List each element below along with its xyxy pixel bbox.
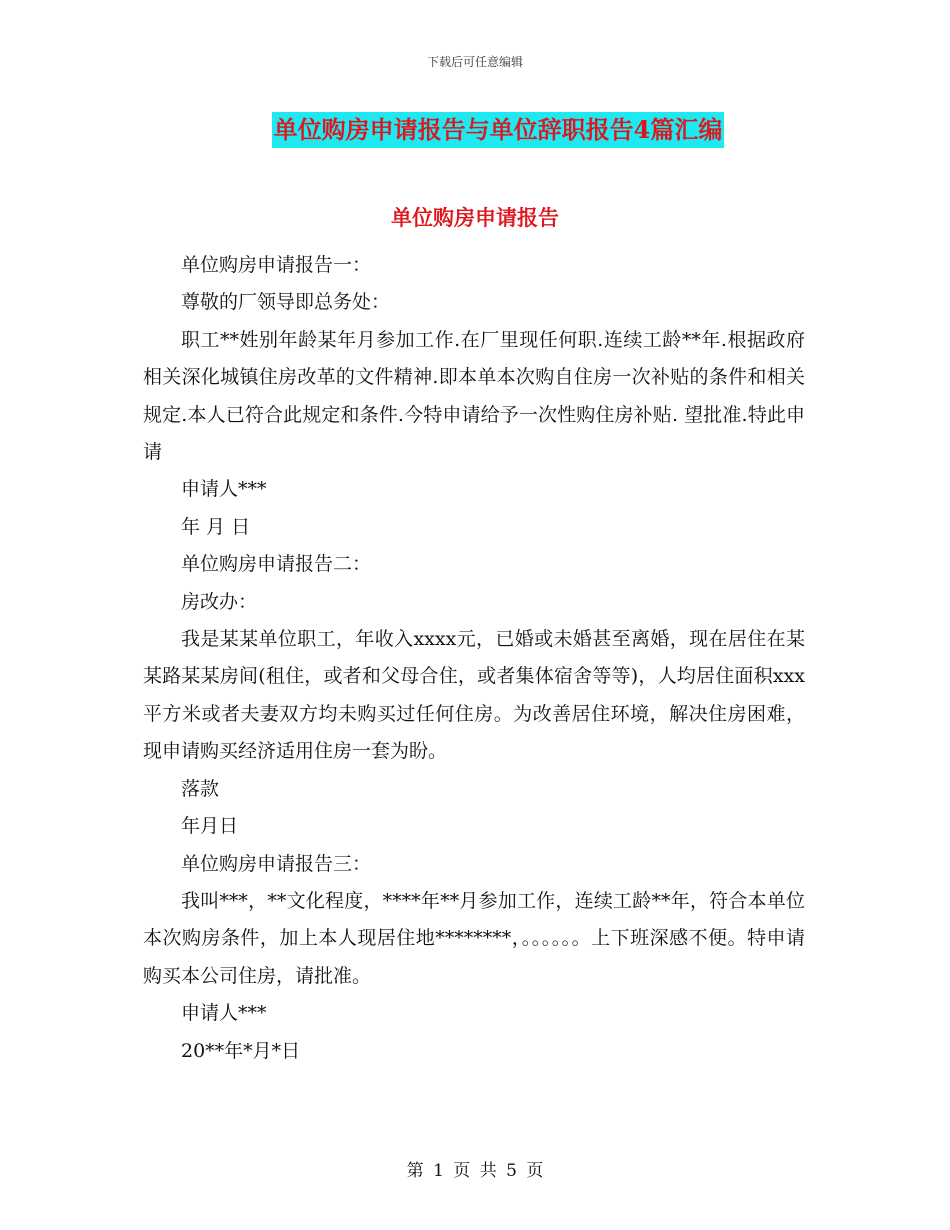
header-note: 下载后可任意编辑 (426, 55, 523, 69)
paragraph-report-2-body: 我是某某单位职工，年收入xxxx元，已婚或未婚甚至离婚，现在居住在某某路某某房间(租住，或者和父母合住，或者集体宿舍等等)，人均居住面积xxx平方米或者夫妻双方均未购买过任何住房。为改善居住环境，解决住房困难，现申请购买经济适用住房一套为盼。 (143, 628, 805, 763)
paragraph-signature-2: 落款 (181, 777, 220, 800)
document-body (143, 247, 805, 1070)
paragraph-report-1-heading: 单位购房申请报告一： (181, 254, 372, 276)
paragraph-date-2: 年月日 (181, 815, 239, 838)
paragraph-report-3-body: 我叫***，**文化程度，****年**月参加工作，连续工龄**年，符合本单位本次购房条件，加上本人现居住地********，。。。。。。上下班深感不便。特申请购买本公司住房，请批准。 (143, 889, 805, 987)
main-title-wrap (0, 112, 950, 148)
paragraph-applicant-1: 申请人*** (181, 478, 267, 501)
paragraph-report-1-body: 职工**姓别年龄某年月参加工作.在厂里现任何职.连续工龄**年.根据政府相关深化城镇住房改革的文件精神.即本单本次购自住房一次补贴的条件和相关规定.本人已符合此规定和条件.今特申请给予一次性购住房补贴. 望批准.特此申请 (143, 328, 805, 464)
main-title: 单位购房申请报告与单位辞职报告4篇汇编 (272, 112, 725, 148)
paragraph-salutation-2: 房改办： (181, 590, 258, 613)
paragraph-report-2-heading: 单位购房申请报告二： (181, 553, 372, 576)
paragraph-report-3-heading: 单位购房申请报告三： (181, 852, 372, 875)
paragraph-date-1: 年 月 日 (181, 515, 251, 538)
page-number-footer: 第 1 页 共 5 页 (406, 1161, 544, 1181)
paragraph-salutation-1: 尊敬的厂领导即总务处： (181, 291, 391, 314)
paragraph-applicant-3: 申请人*** (181, 1002, 267, 1025)
section-title: 单位购房申请报告 (391, 205, 559, 230)
paragraph-date-3: 20**年*月*日 (181, 1039, 301, 1062)
